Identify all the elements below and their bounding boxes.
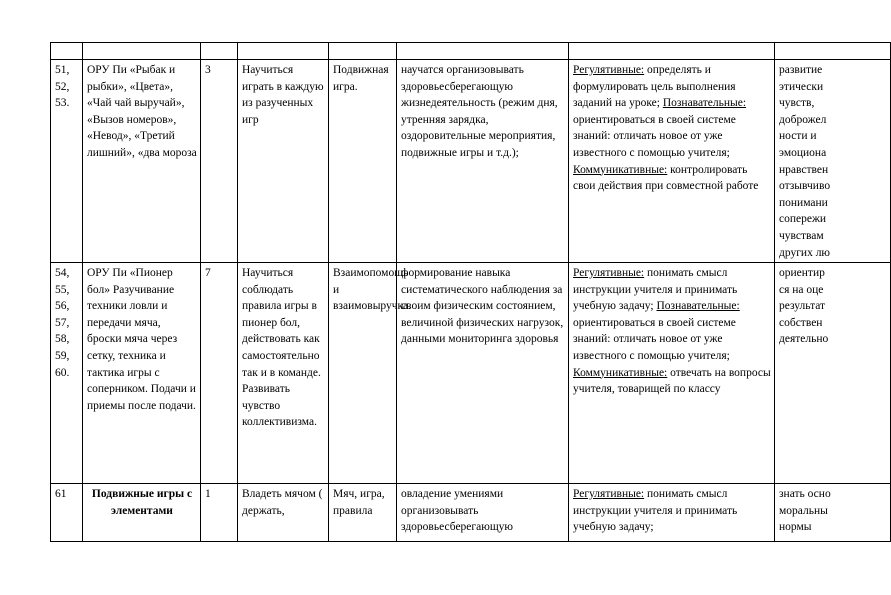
- uud-communicative-text: контролировать свои действия при совместной работе: [573, 163, 759, 193]
- uud-regulative-text: определять и формулировать цель выполнения заданий на уроке;: [573, 64, 736, 110]
- header-cell: [83, 43, 201, 60]
- lesson-personal-results: овладение умениями организовывать здоровьесберегающую: [397, 484, 569, 542]
- lesson-uud: [569, 484, 775, 542]
- lesson-plan-table: [50, 42, 891, 542]
- lesson-terms: Подвижная игра.: [329, 60, 397, 263]
- lesson-topic: ОРУ Пи «Пионер бол» Разучивание техники ловли и передачи мяча, броски мяча через сетку, техника и тактика игры с соперником. Подачи и приемы после подачи.: [83, 263, 201, 484]
- header-cell: [775, 43, 891, 60]
- uud-regulative-text: понимать смысл инструкции учителя и принимать учебную задачу;: [573, 488, 738, 534]
- lesson-hours: 7: [201, 263, 238, 484]
- header-cell: [238, 43, 329, 60]
- uud-cognitive-text: ориентироваться в своей системе знаний: отличать новое от уже известного с помощью учителя;: [573, 316, 736, 362]
- header-cell: [201, 43, 238, 60]
- lesson-topic: ОРУ Пи «Рыбак и рыбки», «Цвета», «Чай чай выручай», «Вызов номеров», «Невод», «Третий лишний», «два мороза: [83, 60, 201, 263]
- lesson-goal: Владеть мячом ( держать,: [238, 484, 329, 542]
- uud-communicative-label: Коммуникативные:: [573, 163, 668, 176]
- lesson-hours: 3: [201, 60, 238, 263]
- uud-regulative-label: Регулятивные:: [573, 64, 645, 76]
- uud-communicative-text: отвечать на вопросы учителя, товарищей по классу: [573, 366, 771, 396]
- uud-regulative-label: Регулятивные:: [573, 267, 645, 279]
- header-cell: [397, 43, 569, 60]
- document-sheet: [50, 42, 842, 542]
- lesson-number: 61: [51, 484, 83, 542]
- lesson-uud: [569, 60, 775, 263]
- header-row: [51, 43, 891, 60]
- lesson-personal-uud: развитие этически чувств, доброжел ности и эмоциона нравствен отзывчиво понимани сопережи чувствам других лю: [775, 60, 891, 263]
- header-cell: [569, 43, 775, 60]
- lesson-terms: Взаимопомощь и взаимовыручка.: [329, 263, 397, 484]
- lesson-goal: Научиться играть в каждую из разученных игр: [238, 60, 329, 263]
- table-row: [51, 263, 891, 484]
- lesson-uud: [569, 263, 775, 484]
- lesson-hours: 1: [201, 484, 238, 542]
- lesson-number: 51, 52, 53.: [51, 60, 83, 263]
- lesson-personal-uud: знать осно моральны нормы: [775, 484, 891, 542]
- lesson-number: 54, 55, 56, 57, 58, 59, 60.: [51, 263, 83, 484]
- lesson-goal: Научиться соблюдать правила игры в пионер бол, действовать как самостоятельно так и в команде. Развивать чувство коллективизма.: [238, 263, 329, 484]
- uud-communicative-label: Коммуникативные:: [573, 366, 668, 379]
- uud-cognitive-label: Познавательные:: [656, 300, 740, 313]
- table-row: [51, 60, 891, 263]
- header-cell: [329, 43, 397, 60]
- table-row: [51, 484, 891, 542]
- uud-cognitive-label: Познавательные:: [662, 97, 747, 110]
- lesson-topic: Подвижные игры с элементами: [83, 484, 201, 542]
- lesson-personal-uud: ориентир ся на оце результат собствен деятельно: [775, 263, 891, 484]
- lesson-personal-results: научатся организовывать здоровьесберегающую жизнедеятельность (режим дня, утренняя зарядка, оздоровительные мероприятия, подвижные игры и т.д.);: [397, 60, 569, 263]
- lesson-personal-results: формирование навыка систематического наблюдения за своим физическим состоянием, величиной физических нагрузок, данными мониторинга здоровья: [397, 263, 569, 484]
- uud-regulative-text: понимать смысл инструкции учителя и принимать учебную задачу;: [573, 267, 738, 313]
- uud-cognitive-text: ориентироваться в своей системе знаний: отличать новое от уже известного с помощью учителя;: [573, 113, 736, 159]
- lesson-terms: Мяч, игра, правила: [329, 484, 397, 542]
- uud-regulative-label: Регулятивные:: [573, 488, 645, 500]
- header-cell: [51, 43, 83, 60]
